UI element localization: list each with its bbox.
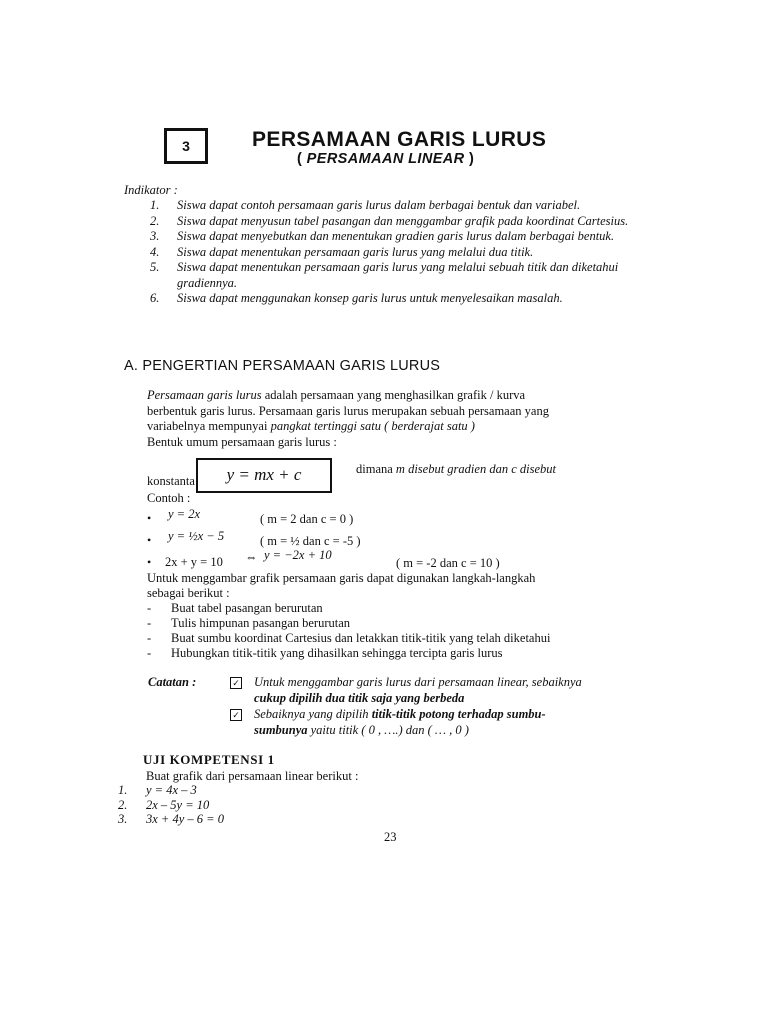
uji-num: 2. <box>118 797 128 812</box>
step-item <box>147 616 550 631</box>
subtitle-close: ) <box>464 151 475 167</box>
indikator-label: Indikator : <box>124 183 178 197</box>
note-text: yaitu titik ( 0 , ….) dan ( … , 0 ) <box>307 723 469 737</box>
indikator-num: 2. <box>150 213 160 228</box>
step-item <box>147 646 550 661</box>
page-subtitle <box>297 151 474 167</box>
equivalence-arrow: ⇔ <box>245 550 258 564</box>
step-dash: - <box>147 646 152 660</box>
checkbox-icon: ✓ <box>230 709 242 721</box>
step-dash: - <box>147 601 152 615</box>
catatan-note <box>230 706 660 738</box>
step-dash: - <box>147 616 152 630</box>
checkbox-icon: ✓ <box>230 677 242 689</box>
indikator-item <box>150 229 660 245</box>
uji-item <box>118 798 224 813</box>
example-equation: y = −2x + 10 <box>264 548 332 562</box>
note-body <box>254 674 582 706</box>
indikator-item <box>150 245 660 261</box>
section-a-paragraph <box>147 388 647 450</box>
indikator-num: 1. <box>150 198 160 212</box>
step-item <box>147 601 550 616</box>
step-item <box>147 631 550 646</box>
catatan-note <box>230 674 660 706</box>
uji-intro: Buat grafik dari persamaan linear berikut : <box>146 769 359 783</box>
formula-desc-prefix: dimana <box>356 462 396 476</box>
note-line <box>254 706 546 722</box>
uji-item <box>118 812 224 827</box>
example-note: ( m = -2 dan c = 10 ) <box>396 556 500 570</box>
page-title: PERSAMAAN GARIS LURUS <box>252 128 547 151</box>
indikator-text: Siswa dapat menyebutkan dan menentukan gradien garis lurus dalam berbagai bentuk. <box>177 229 615 243</box>
subtitle-open: ( <box>297 151 307 167</box>
indikator-item <box>150 214 660 230</box>
indikator-num: 5. <box>150 260 160 274</box>
steps-block <box>147 571 550 661</box>
note-text: Sebaiknya yang dipilih <box>254 707 372 721</box>
indikator-text: Siswa dapat menggunakan konsep garis lurus untuk menyelesaikan masalah. <box>177 291 563 305</box>
konstanta-label: konstanta <box>147 474 195 488</box>
step-text: Hubungkan titik-titik yang dihasilkan sehingga tercipta garis lurus <box>171 646 503 660</box>
uji-equation: 3x + 4y – 6 = 0 <box>146 812 224 826</box>
para-line-2: berbentuk garis lurus. Persamaan garis lurus merupakan sebuah persamaan yang <box>147 403 549 418</box>
para-line-1 <box>147 388 647 404</box>
formula-desc-italic: m disebut gradien dan c disebut <box>395 462 556 476</box>
page-number: 23 <box>384 830 397 844</box>
step-text: Tulis himpunan pasangan berurutan <box>171 616 351 630</box>
para-line-3-italic: pangkat tertinggi satu ( berderajat satu ) <box>270 419 475 433</box>
indikator-text: Siswa dapat menyusun tabel pasangan dan menggambar grafik pada koordinat Cartesius. <box>177 213 629 228</box>
example-equation: y = 2x <box>168 507 201 521</box>
step-text: Buat sumbu koordinat Cartesius dan letakkan titik-titik yang telah diketahui <box>171 631 551 645</box>
indikator-item <box>150 198 660 214</box>
catatan-label: Catatan : <box>148 675 197 689</box>
indikator-item <box>150 291 660 307</box>
example-equation: y = ½x − 5 <box>168 529 225 543</box>
example-note: ( m = ½ dan c = -5 ) <box>260 534 361 548</box>
note-bold: titik-titik potong terhadap sumbu- <box>371 707 546 721</box>
note-line <box>254 722 546 738</box>
example-bullet: • <box>147 555 152 569</box>
indikator-text: Siswa dapat menentukan persamaan garis lurus yang melalui sebuah titik dan diketahui gradiennya. <box>177 260 619 290</box>
uji-item <box>118 783 224 798</box>
uji-equation: y = 4x – 3 <box>146 783 197 797</box>
steps-intro: Untuk menggambar grafik persamaan garis dapat digunakan langkah-langkah <box>147 571 536 585</box>
indikator-text: Siswa dapat menentukan persamaan garis lurus yang melalui dua titik. <box>177 244 534 259</box>
uji-list <box>118 783 224 827</box>
indikator-num: 3. <box>150 229 160 243</box>
steps-intro: sebagai berikut : <box>147 586 230 600</box>
indikator-num: 6. <box>150 291 160 305</box>
note-body <box>254 706 546 738</box>
uji-num: 3. <box>118 812 128 826</box>
note-line-bold: cukup dipilih dua titik saja yang berbeda <box>254 691 465 705</box>
example-equation-plain: 2x + y = 10 <box>165 555 223 569</box>
para-line-3-start: variabelnya mempunyai <box>147 419 271 433</box>
uji-equation: 2x – 5y = 10 <box>146 797 210 812</box>
indikator-item <box>150 260 660 291</box>
step-text: Buat tabel pasangan berurutan <box>171 601 323 615</box>
para-term: Persamaan garis lurus <box>147 388 262 402</box>
indikator-list <box>150 198 660 307</box>
general-form-label: Bentuk umum persamaan garis lurus : <box>147 434 337 449</box>
general-formula-box: y = mx + c <box>196 458 332 493</box>
indikator-text: Siswa dapat contoh persamaan garis lurus dalam berbagai bentuk dan variabel. <box>177 198 581 212</box>
step-dash: - <box>147 631 152 645</box>
note-line: Untuk menggambar garis lurus dari persamaan linear, sebaiknya <box>254 675 582 689</box>
contoh-label: Contoh : <box>147 491 191 505</box>
para-line-3 <box>147 419 647 435</box>
subtitle-text: PERSAMAAN LINEAR <box>306 151 465 167</box>
section-a-heading: A. PENGERTIAN PERSAMAAN GARIS LURUS <box>124 358 441 374</box>
indikator-num: 4. <box>150 244 160 259</box>
uji-kompetensi-title: UJI KOMPETENSI 1 <box>143 752 275 767</box>
formula-description <box>356 462 556 477</box>
example-note: ( m = 2 dan c = 0 ) <box>260 512 354 526</box>
chapter-number-box: 3 <box>164 128 208 164</box>
uji-num: 1. <box>118 783 128 797</box>
example-bullet: • <box>147 511 152 525</box>
para-line-1-rest: adalah persamaan yang menghasilkan grafik / kurva <box>261 388 526 402</box>
example-bullet: • <box>147 533 152 547</box>
note-bold: sumbunya <box>254 723 308 737</box>
